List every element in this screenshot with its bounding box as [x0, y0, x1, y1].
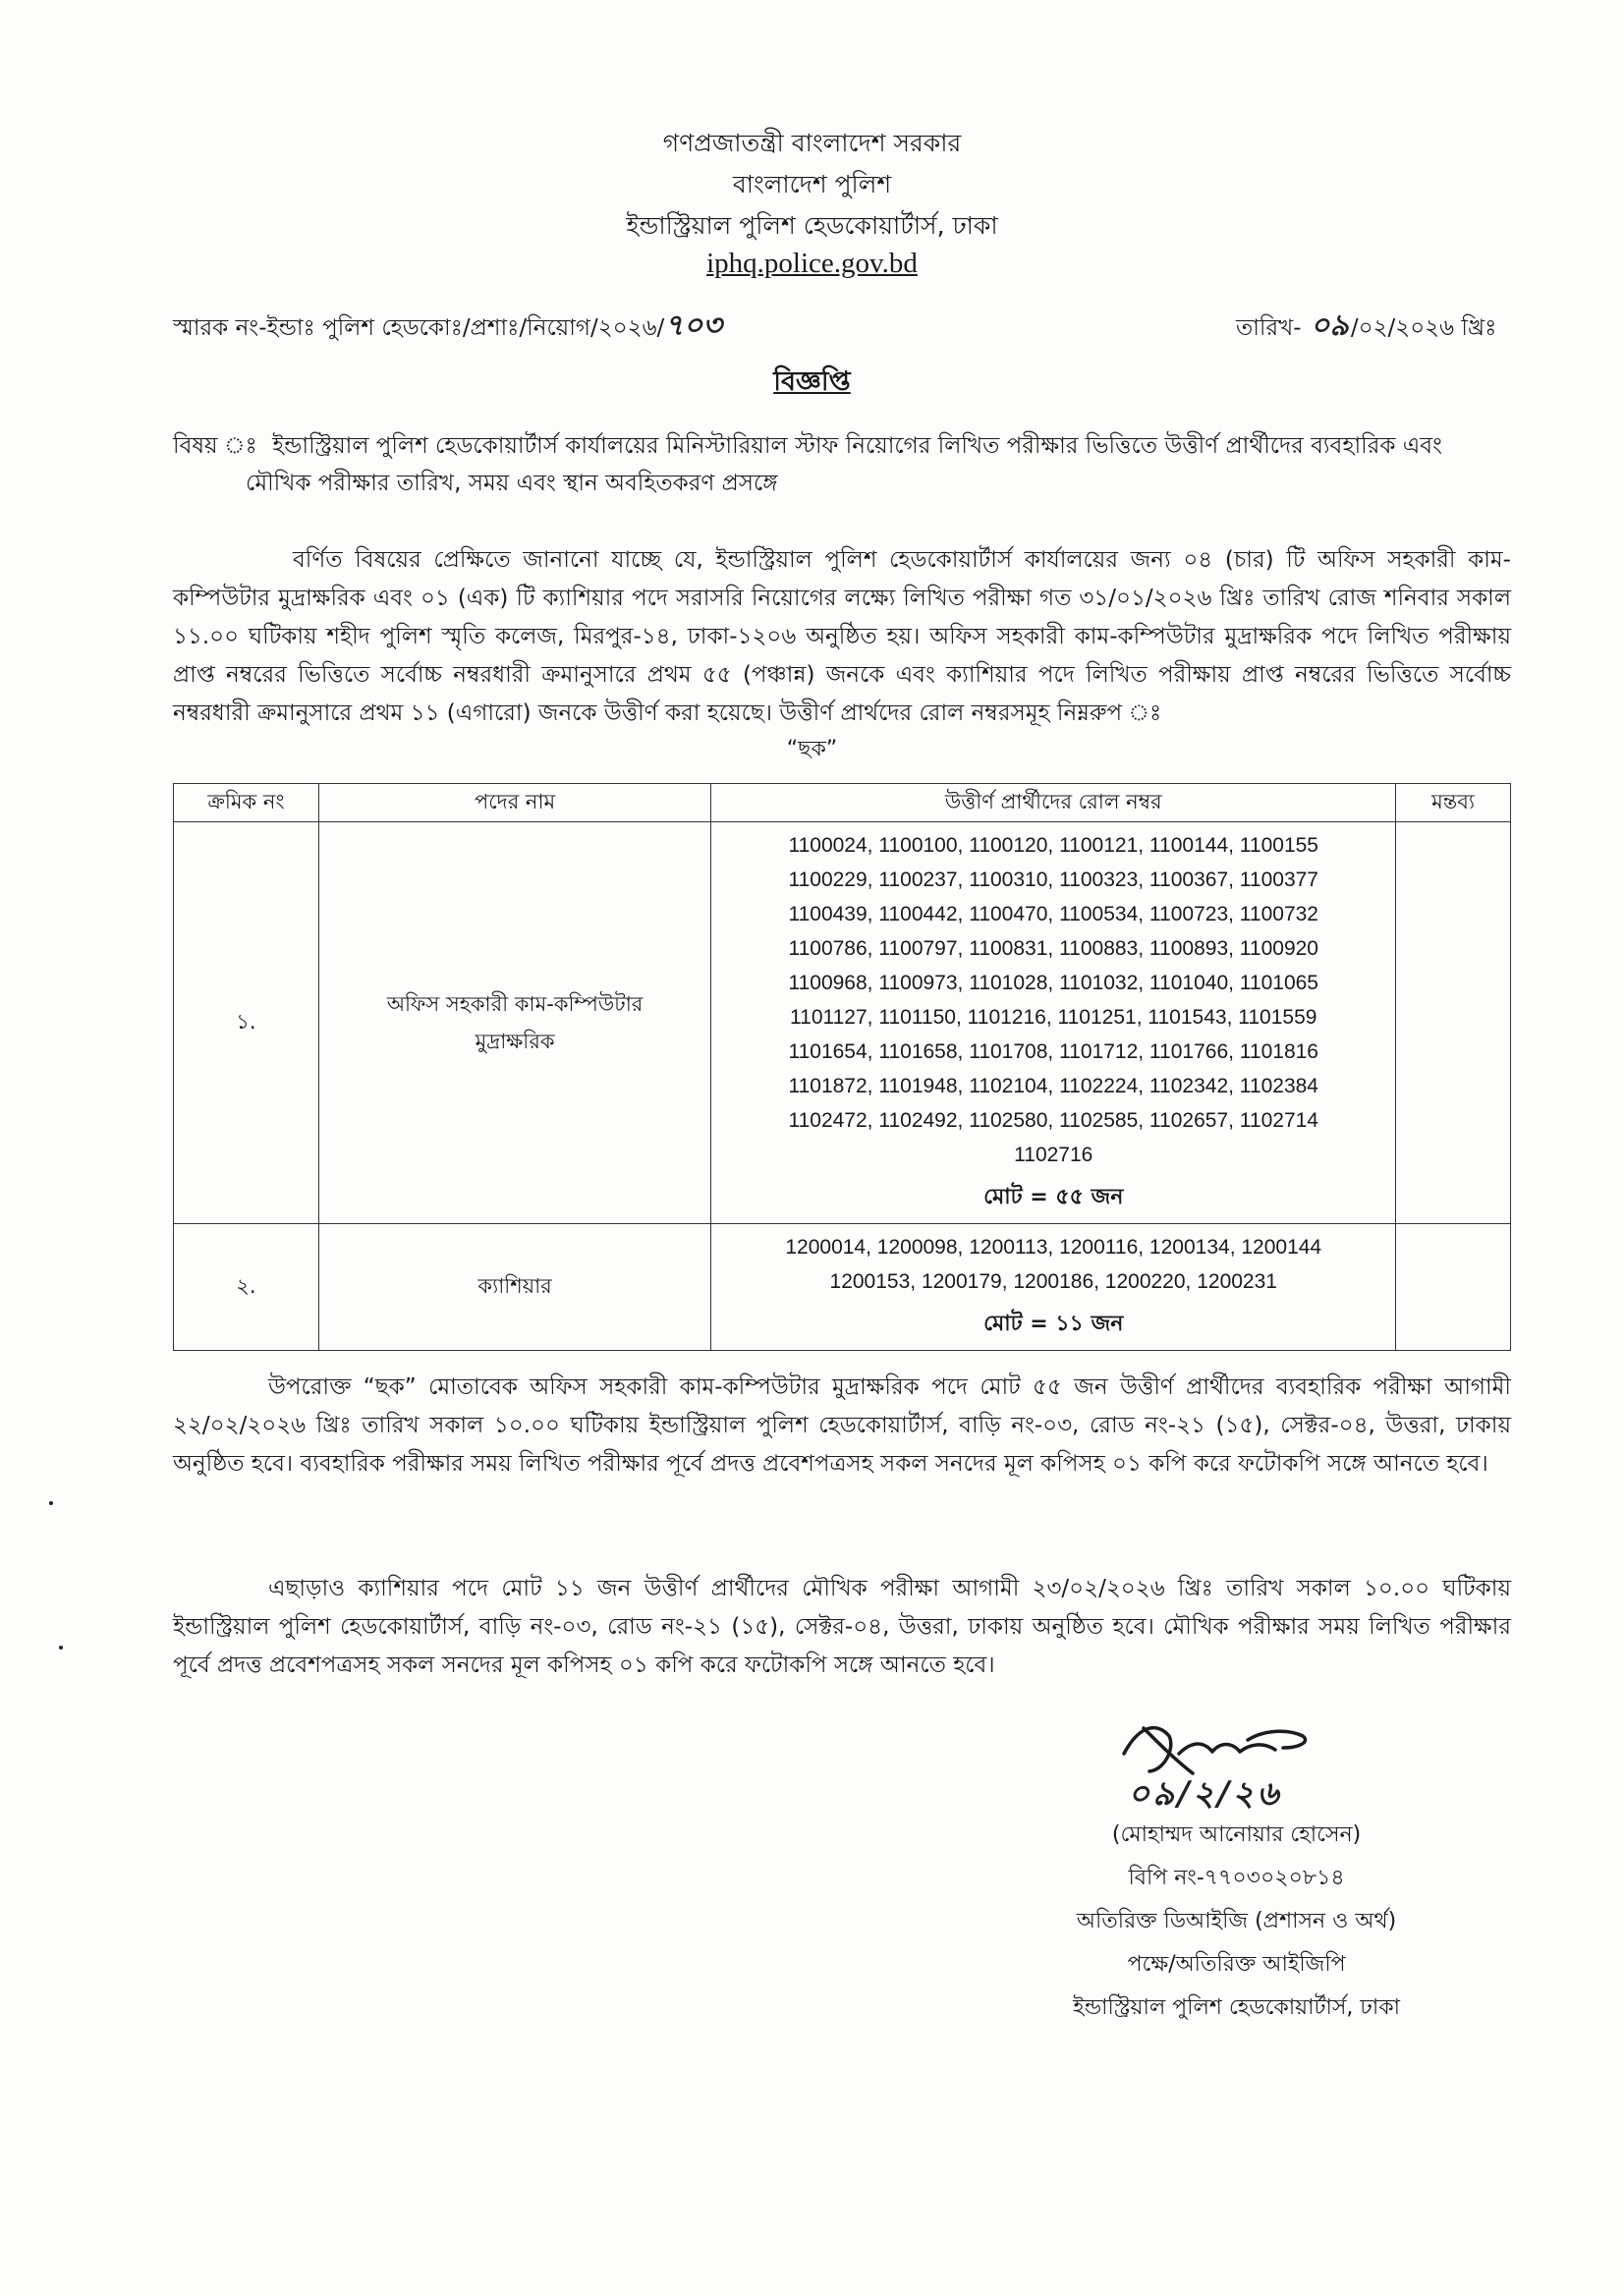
roll-line: 1200014, 1200098, 1200113, 1200116, 1200134, 1200144 — [785, 1236, 1322, 1259]
scan-speck — [49, 1501, 53, 1505]
row-serial: ১. — [174, 822, 319, 1224]
roll-line: 1100229, 1100237, 1100310, 1100323, 1100367, 1100377 — [788, 868, 1318, 891]
header-remarks: মন্তব্য — [1396, 784, 1511, 822]
roll-line: 1100439, 1100442, 1100470, 1100534, 1100723, 1100732 — [788, 903, 1318, 925]
memo-date-suffix: /০২/২০২৬ খ্রিঃ — [1350, 315, 1497, 341]
roll-line: 1101127, 1101150, 1101216, 1101251, 1101543, 1101559 — [790, 1006, 1317, 1029]
memo-date-handwritten: ০৯ — [1310, 308, 1349, 343]
roll-line: 1100786, 1100797, 1100831, 1100883, 1100893, 1100920 — [788, 937, 1318, 960]
scan-speck — [59, 1646, 63, 1650]
viva-exam-paragraph: এছাড়াও ক্যাশিয়ার পদে মোট ১১ জন উত্তীর্ণ প্রার্থীদের মৌখিক পরীক্ষা আগামী ২৩/০২/২০২৬ খ্রিঃ তারিখ সকাল ১০.০০ ঘটিকায় ইন্ডাস্ট্রিয়াল পুলিশ হেডকোয়ার্টার্স, বাড়ি নং-০৩, রোড নং-২১ (১৫), সেক্টর-০৪, উত্তরা, ঢাকায় অনুষ্ঠিত হবে। মৌখিক পরীক্ষার সময় লিখিত পরীক্ষার পূর্বে প্রদত্ত প্রবেশপত্রসহ সকল সনদের মূল কপিসহ ০১ কপি করে ফটোকপি সঙ্গে আনতে হবে। — [173, 1576, 1511, 1678]
roll-number-table — [173, 783, 1511, 1351]
memo-date-label: তারিখ- — [1236, 315, 1302, 341]
row-serial: ২. — [174, 1224, 319, 1351]
row-total: মোট = ৫৫ জন — [983, 1185, 1124, 1209]
roll-line: 1101654, 1101658, 1101708, 1101712, 1101766, 1101816 — [788, 1040, 1318, 1063]
header-office: ইন্ডাস্ট্রিয়াল পুলিশ হেডকোয়ার্টার্স, ঢাকা — [626, 211, 998, 240]
header-rolls: উত্তীর্ণ প্রার্থীদের রোল নম্বর — [711, 784, 1396, 822]
row-post: ক্যাশিয়ার — [318, 1224, 711, 1351]
signatory-office: ইন্ডাস্ট্রিয়াল পুলিশ হেডকোয়ার্টার্স, ঢাকা — [1073, 1995, 1400, 2020]
subject-line-1: ইন্ডাস্ট্রিয়াল পুলিশ হেডকোয়ার্টার্স কার্যালয়ের মিনিস্টারিয়াল স্টাফ নিয়োগের লিখিত পরীক্ষার ভিত্তিতে উত্তীর্ণ প্রার্থীদের ব্যবহারিক এবং — [272, 433, 1442, 459]
memo-date — [1236, 302, 1496, 352]
table-caption: “ছক” — [786, 737, 838, 761]
header-police: বাংলাদেশ পুলিশ — [732, 170, 892, 198]
roll-line: 1200153, 1200179, 1200186, 1200220, 1200231 — [829, 1270, 1277, 1293]
subject-label: বিষয় ঃ — [173, 433, 257, 459]
roll-line: 1101872, 1101948, 1102104, 1102224, 1102342, 1102384 — [788, 1075, 1318, 1097]
table-row — [174, 1224, 1511, 1351]
signatory-designation: অতিরিক্ত ডিআইজি (প্রশাসন ও অর্থ) — [1076, 1909, 1397, 1933]
notice-title: বিজ্ঞপ্তি — [773, 366, 851, 397]
intro-paragraph: বর্ণিত বিষয়ের প্রেক্ষিতে জানানো যাচ্ছে যে, ইন্ডাস্ট্রিয়াল পুলিশ হেডকোয়ার্টার্স কার্যালয়ের জন্য ০৪ (চার) টি অফিস সহকারী কাম-কম্পিউটার মুদ্রাক্ষরিক এবং ০১ (এক) টি ক্যাশিয়ার পদে সরাসরি নিয়োগের লক্ষ্যে লিখিত পরীক্ষা গত ৩১/০১/২০২৬ খ্রিঃ তারিখ রোজ শনিবার সকাল ১১.০০ ঘটিকায় শহীদ পুলিশ স্মৃতি কলেজ, মিরপুর-১৪, ঢাকা-১২০৬ অনুষ্ঠিত হয়। অফিস সহকারী কাম-কম্পিউটার মুদ্রাক্ষরিক পদে লিখিত পরীক্ষায় প্রাপ্ত নম্বরের ভিত্তিতে সর্বোচ্চ নম্বরধারী ক্রমানুসারে প্রথম ৫৫ (পঞ্চান্ন) জনকে এবং ক্যাশিয়ার পদে লিখিত পরীক্ষায় প্রাপ্ত নম্বরের ভিত্তিতে সর্বোচ্চ নম্বরধারী ক্রমানুসারে প্রথম ১১ (এগারো) জনকে উত্তীর্ণ করা হয়েছে। উত্তীর্ণ প্রার্থদের রোল নম্বরসমূহ নিম্নরুপ ঃ — [173, 547, 1511, 726]
memo-number — [173, 302, 722, 352]
row-rolls-cell — [711, 1224, 1396, 1351]
row-rolls-cell — [711, 822, 1396, 1224]
header-serial: ক্রমিক নং — [174, 784, 319, 822]
website-link[interactable]: iphq.police.gov.bd — [706, 248, 918, 279]
table-header-row — [174, 784, 1511, 822]
row-remarks — [1396, 1224, 1511, 1351]
signature-block — [1073, 1814, 1400, 2030]
header-gov: গণপ্রজাতন্ত্রী বাংলাদেশ সরকার — [662, 129, 962, 157]
roll-line: 1100024, 1100100, 1100120, 1100121, 1100144, 1100155 — [788, 834, 1318, 857]
memo-number-prefix: স্মারক নং-ইন্ডাঃ পুলিশ হেডকোঃ/প্রশাঃ/নিয়োগ/২০২৬/ — [173, 315, 665, 341]
roll-line: 1102472, 1102492, 1102580, 1102585, 1102657, 1102714 — [788, 1109, 1318, 1132]
roll-line: 1102716 — [1014, 1144, 1093, 1166]
row-remarks — [1396, 822, 1511, 1224]
memo-number-handwritten: ৭০৩ — [664, 308, 722, 343]
signatory-on-behalf: পক্ষে/অতিরিক্ত আইজিপি — [1127, 1952, 1346, 1977]
table-row — [174, 822, 1511, 1224]
practical-exam-paragraph: উপরোক্ত “ছক” মোতাবেক অফিস সহকারী কাম-কম্পিউটার মুদ্রাক্ষরিক পদে মোট ৫৫ জন উত্তীর্ণ প্রার্থীদের ব্যবহারিক পরীক্ষা আগামী ২২/০২/২০২৬ খ্রিঃ তারিখ সকাল ১০.০০ ঘটিকায় ইন্ডাস্ট্রিয়াল পুলিশ হেডকোয়ার্টার্স, বাড়ি নং-০৩, রোড নং-২১ (১৫), সেক্টর-০৪, উত্তরা, ঢাকায় অনুষ্ঠিত হবে। ব্যবহারিক পরীক্ষার সময় লিখিত পরীক্ষার পূর্বে প্রদত্ত প্রবেশপত্রসহ সকল সনদের মূল কপিসহ ০১ কপি করে ফটোকপি সঙ্গে আনতে হবে। — [173, 1374, 1511, 1477]
subject-line-2: মৌখিক পরীক্ষার তারিখ, সময় এবং স্থান অবহিতকরণ প্রসঙ্গে — [246, 471, 778, 496]
subject — [173, 427, 1511, 502]
roll-list — [711, 1224, 1395, 1299]
row-total: মোট = ১১ জন — [983, 1312, 1124, 1336]
signatory-name: (মোহাম্মদ আনোয়ার হোসেন) — [1111, 1822, 1362, 1847]
roll-list — [711, 822, 1395, 1172]
header-post: পদের নাম — [318, 784, 711, 822]
roll-line: 1100968, 1100973, 1101028, 1101032, 1101040, 1101065 — [788, 972, 1318, 994]
row-post: অফিস সহকারী কাম-কম্পিউটার মুদ্রাক্ষরিক — [318, 822, 711, 1224]
signatory-bp-no: বিপি নং-৭৭০৩০২০৮১৪ — [1128, 1866, 1345, 1890]
signature-date-handwritten: ০৯/২/২৬ — [1128, 1774, 1282, 1814]
